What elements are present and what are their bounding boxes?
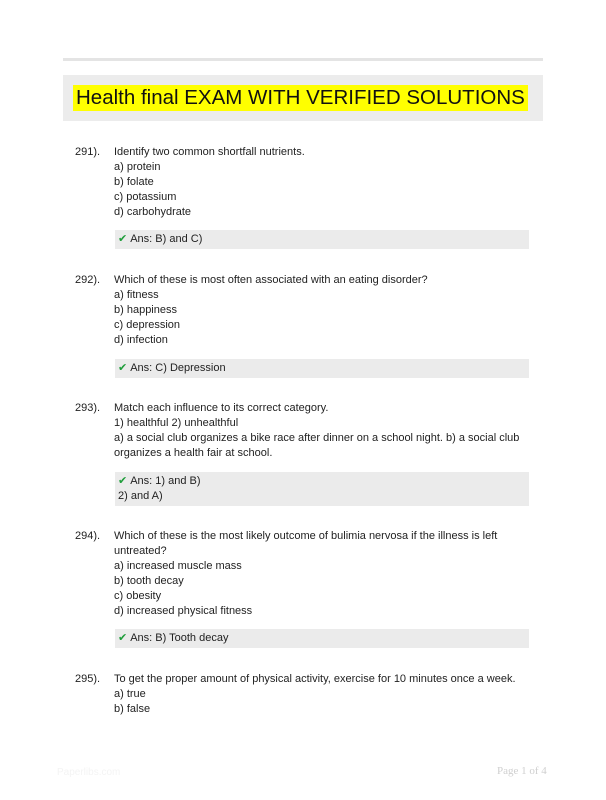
option-line: 1) healthful 2) unhealthful [114,417,239,429]
question-text: Which of these is the most likely outcome of bulimia nervosa if the illness is left untreated? [114,530,498,557]
question-text: To get the proper amount of physical activity, exercise for 10 minutes once a week. [114,673,516,685]
answer-box [115,472,529,506]
question-body [114,401,534,461]
page-title: Health final EXAM WITH VERIFIED SOLUTIONS [73,85,528,111]
footer-site: Paperlibs.com [57,767,121,778]
option-c: c) potassium [114,191,177,203]
top-divider [63,58,543,61]
answer-box [115,230,529,249]
answer-box [115,359,529,378]
question-number: 291). [75,146,101,158]
question-number: 292). [75,274,101,286]
option-a: a) protein [114,161,161,173]
check-icon: ✔ [118,632,128,644]
question-text: Which of these is most often associated with an eating disorder? [114,274,428,286]
option-c: c) obesity [114,590,162,602]
question-body [114,529,534,619]
option-b: b) tooth decay [114,575,184,587]
page-number: Page 1 of 4 [497,765,547,777]
option-d: d) carbohydrate [114,206,192,218]
answer-text: Ans: C) Depression [130,362,226,374]
option-a: a) increased muscle mass [114,560,242,572]
question-body [114,672,534,717]
check-icon: ✔ [118,233,128,245]
check-icon: ✔ [118,475,128,487]
question-number: 294). [75,530,101,542]
answer-box [115,629,529,648]
option-b: b) happiness [114,304,177,316]
question-body [114,273,534,348]
answer-text-continued: 2) and A) [118,490,163,502]
option-a: a) fitness [114,289,159,301]
option-b: b) folate [114,176,154,188]
option-d: d) infection [114,334,168,346]
option-d: d) increased physical fitness [114,605,253,617]
option-b: b) false [114,703,151,715]
question-body [114,145,534,220]
option-line: a) a social club organizes a bike race after dinner on a school night. b) a social club organizes a health fair at school. [114,432,520,459]
answer-text: Ans: B) and C) [130,233,203,245]
answer-text: Ans: B) Tooth decay [130,632,229,644]
question-number: 295). [75,673,101,685]
question-text: Match each influence to its correct category. [114,402,329,414]
question-number: 293). [75,402,101,414]
option-a: a) true [114,688,146,700]
answer-text: Ans: 1) and B) [130,475,201,487]
question-text: Identify two common shortfall nutrients. [114,146,305,158]
check-icon: ✔ [118,362,128,374]
option-c: c) depression [114,319,181,331]
title-banner [63,75,543,121]
